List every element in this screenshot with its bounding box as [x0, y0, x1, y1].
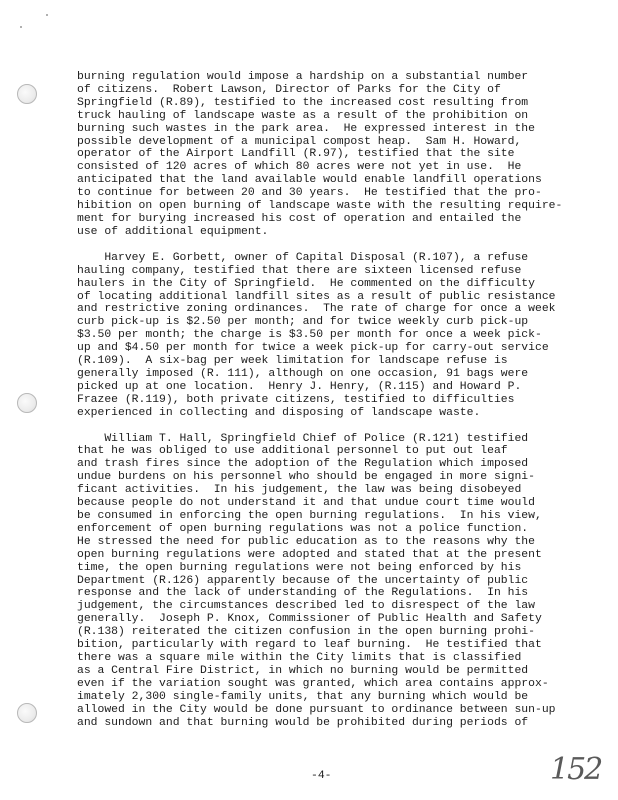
- text-line: that he was obliged to use additional personnel to put out leaf: [77, 445, 508, 458]
- binder-hole-middle: [17, 393, 37, 413]
- text-line: and sundown and that burning would be prohibited during periods of: [77, 716, 529, 729]
- paragraph-spacer: [77, 239, 613, 252]
- text-line: and trash fires since the adoption of the Regulation which imposed: [77, 458, 529, 471]
- text-line: of locating additional landfill sites as a result of public resistance: [77, 290, 556, 303]
- text-line: open burning regulations were adopted and stated that at the present: [77, 548, 542, 561]
- text-line: William T. Hall, Springfield Chief of Police (R.121) testified: [77, 432, 529, 445]
- text-line: generally imposed (R. 111), although on one occasion, 91 bags were: [77, 367, 529, 380]
- text-line: response and the lack of understanding of the Regulations. In his: [77, 587, 529, 600]
- scan-speck: [20, 26, 22, 28]
- text-line: consisted of 120 acres of which 80 acres were not yet in use. He: [77, 161, 522, 174]
- text-line: time, the open burning regulations were not being enforced by his: [77, 561, 522, 574]
- text-line: ficant activities. In his judgement, the law was being disobeyed: [77, 484, 522, 497]
- text-line: haulers in the City of Springfield. He commented on the difficulty: [77, 277, 535, 290]
- text-line: (R.138) reiterated the citizen confusion in the open burning prohi-: [77, 626, 535, 639]
- text-line: hauling company, testified that there are sixteen licensed refuse: [77, 264, 522, 277]
- binder-hole-bottom: [17, 703, 37, 723]
- text-line: truck hauling of landscape waste as a result of the prohibition on: [77, 109, 529, 122]
- text-line: use of additional equipment.: [77, 225, 269, 238]
- text-line: be consumed in enforcing the open burning regulations. In his view,: [77, 510, 542, 522]
- text-line: Department (R.126) apparently because of the uncertainty of public: [77, 574, 529, 587]
- text-line: of citizens. Robert Lawson, Director of Parks for the City of: [77, 83, 501, 96]
- text-line: Frazee (R.119), both private citizens, testified to difficulties: [77, 393, 515, 406]
- text-line: burning regulation would impose a hardship on a substantial number: [77, 71, 529, 83]
- paragraph-1: [77, 71, 613, 239]
- text-line: anticipated that the land available would enable landfill operations: [77, 174, 542, 187]
- text-line: as a Central Fire District, in which no burning would be permitted: [77, 664, 529, 677]
- text-line: He stressed the need for public education as to the reasons why the: [77, 535, 535, 548]
- text-line: Springfield (R.89), testified to the increased cost resulting from: [77, 96, 529, 109]
- text-line: there was a square mile within the City limits that is classified: [77, 651, 522, 664]
- text-line: imately 2,300 single-family units, that any burning which would be: [77, 690, 529, 703]
- paragraph-3: [77, 433, 613, 730]
- text-line: experienced in collecting and disposing of landscape waste.: [77, 406, 481, 419]
- text-line: bition, particularly with regard to leaf burning. He testified that: [77, 639, 542, 652]
- document-body: [77, 71, 613, 729]
- paragraph-spacer: [77, 420, 613, 433]
- binder-hole-top: [17, 84, 37, 104]
- text-line: up and $4.50 per month for twice a week pick-up for carry-out service: [77, 342, 549, 355]
- scan-speck: [46, 14, 48, 16]
- text-line: $3.50 per month; the charge is $3.50 per month for once a week pick-: [77, 329, 542, 342]
- text-line: even if the variation sought was granted, which area contains approx-: [77, 677, 549, 690]
- text-line: because people do not understand it and that undue court time would: [77, 497, 535, 510]
- text-line: enforcement of open burning regulations was not a police function.: [77, 522, 529, 535]
- text-line: possible development of a municipal compost heap. Sam H. Howard,: [77, 135, 522, 148]
- text-line: operator of the Airport Landfill (R.97), testified that the site: [77, 148, 515, 161]
- text-line: allowed in the City would be done pursuant to ordinance between sun-up: [77, 703, 556, 716]
- handwritten-page-number: 152: [550, 752, 602, 787]
- paragraph-2: [77, 252, 613, 420]
- page-number: -4-: [311, 770, 332, 782]
- text-line: to continue for between 20 and 30 years. He testified that the pro-: [77, 187, 542, 200]
- text-line: judgement, the circumstances described led to disrespect of the law: [77, 600, 535, 613]
- text-line: generally. Joseph P. Knox, Commissioner of Public Health and Safety: [77, 613, 542, 626]
- text-line: (R.109). A six-bag per week limitation for landscape refuse is: [77, 355, 508, 368]
- text-line: Harvey E. Gorbett, owner of Capital Disposal (R.107), a refuse: [77, 251, 529, 264]
- text-line: curb pick-up is $2.50 per month; and for twice weekly curb pick-up: [77, 316, 529, 329]
- text-line: picked up at one location. Henry J. Henry, (R.115) and Howard P.: [77, 380, 522, 393]
- text-line: and restrictive zoning ordinances. The rate of charge for once a week: [77, 303, 556, 316]
- text-line: hibition on open burning of landscape waste with the resulting require-: [77, 200, 563, 213]
- text-line: ment for burying increased his cost of operation and entailed the: [77, 212, 522, 225]
- text-line: undue burdens on his personnel who should be engaged in more signi-: [77, 471, 535, 484]
- text-line: burning such wastes in the park area. He expressed interest in the: [77, 122, 535, 135]
